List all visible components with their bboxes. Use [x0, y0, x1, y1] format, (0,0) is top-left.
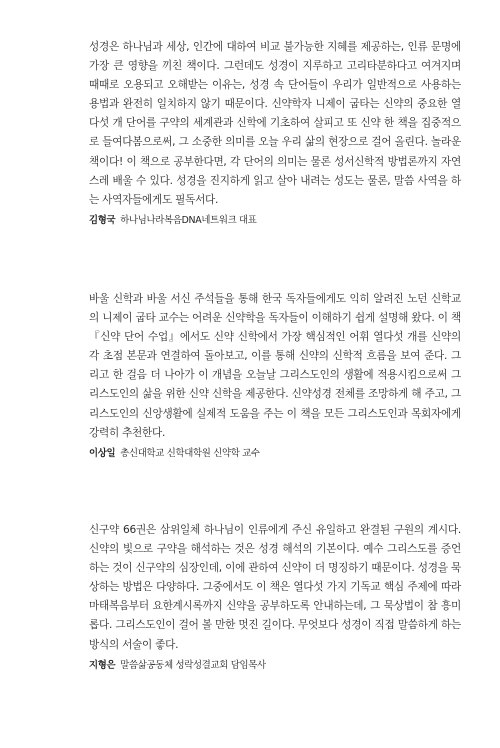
endorser-attribution: [89, 659, 461, 673]
endorser-role: 말씀삶공동체 성락성결교회 담임목사: [120, 659, 266, 671]
endorser-attribution: [89, 447, 461, 461]
endorser-role: 하나님나라복음DNA네트워크 대표: [120, 214, 257, 226]
endorser-name: 이상일: [89, 447, 116, 459]
endorser-attribution: [89, 214, 461, 228]
endorsement-2: [89, 290, 461, 461]
endorser-name: 김형국: [89, 214, 116, 226]
endorsement-text: 성경은 하나님과 세상, 인간에 대하여 비교 불가능한 지혜를 제공하는, 인류 문명에 가장 큰 영향을 끼친 책이다. 그런데도 성경이 지루하고 고리타분하다고 여겨지며 때때로 오용되고 오해받는 이유는, 성경 속 단어들이 우리가 일반적으로 사용하는 용법과 완전히 일치하지 않기 때문이다. 신약학자 니제이 굽타는 신약의 중요한 열다섯 개 단어를 구약의 세계관과 신학에 기초하여 살피고 또 신약 한 책을 집중적으로 들여다봄으로써, 그 소중한 의미를 오늘 우리 삶의 현장으로 걸어 올린다. 놀라운 책이다! 이 책으로 공부한다면, 각 단어의 의미는 물론 성서신학적 방법론까지 자연스레 배울 수 있다. 성경을 진지하게 읽고 살아 내려는 성도는 물론, 말씀 사역을 하는 사역자들에게도 필독서다.: [89, 41, 461, 206]
endorsement-1: [89, 38, 461, 228]
endorsement-3: [89, 521, 461, 673]
endorsement-text: 바울 신학과 바울 서신 주석들을 통해 한국 독자들에게도 익히 알려진 노던 신학교의 니제이 굽타 교수는 어려운 신약학을 독자들이 이해하기 쉽게 설명해 왔다. 이 책 『신약 단어 수업』에서도 신약 신학에서 가장 핵심적인 어휘 열다섯 개를 신약의 각 초점 본문과 연결하여 돌아보고, 이를 통해 신약의 신학적 흐름을 보여 준다. 그리고 한 걸음 더 나아가 이 개념을 오늘날 그리스도인의 생활에 적용시킴으로써 그리스도인의 삶을 위한 신약 신학을 제공한다. 신약성경 전체를 조망하게 해 주고, 그리스도인의 신앙생활에 실제적 도움을 주는 이 책을 모든 그리스도인과 목회자에게 강력히 추천한다.: [89, 293, 461, 439]
endorser-role: 총신대학교 신학대학원 신약학 교수: [120, 447, 260, 459]
endorsement-text: 신구약 66권은 삼위일체 하나님이 인류에게 주신 유일하고 완결된 구원의 계시다. 신약의 빛으로 구약을 해석하는 것은 성경 해석의 기본이다. 예수 그리스도를 증언하는 것이 신구약의 심장인데, 이에 관하여 신약이 더 명징하기 때문이다. 성경을 묵상하는 방법은 다양하다. 그중에서도 이 책은 열다섯 가지 기독교 핵심 주제에 따라 마태복음부터 요한계시록까지 신약을 공부하도록 안내하는데, 그 묵상법이 참 흥미롭다. 그리스도인이 걸어 볼 만한 멋진 길이다. 무엇보다 성경이 직접 말씀하게 하는 방식의 서술이 좋다.: [89, 524, 461, 651]
endorser-name: 지형은: [89, 659, 116, 671]
